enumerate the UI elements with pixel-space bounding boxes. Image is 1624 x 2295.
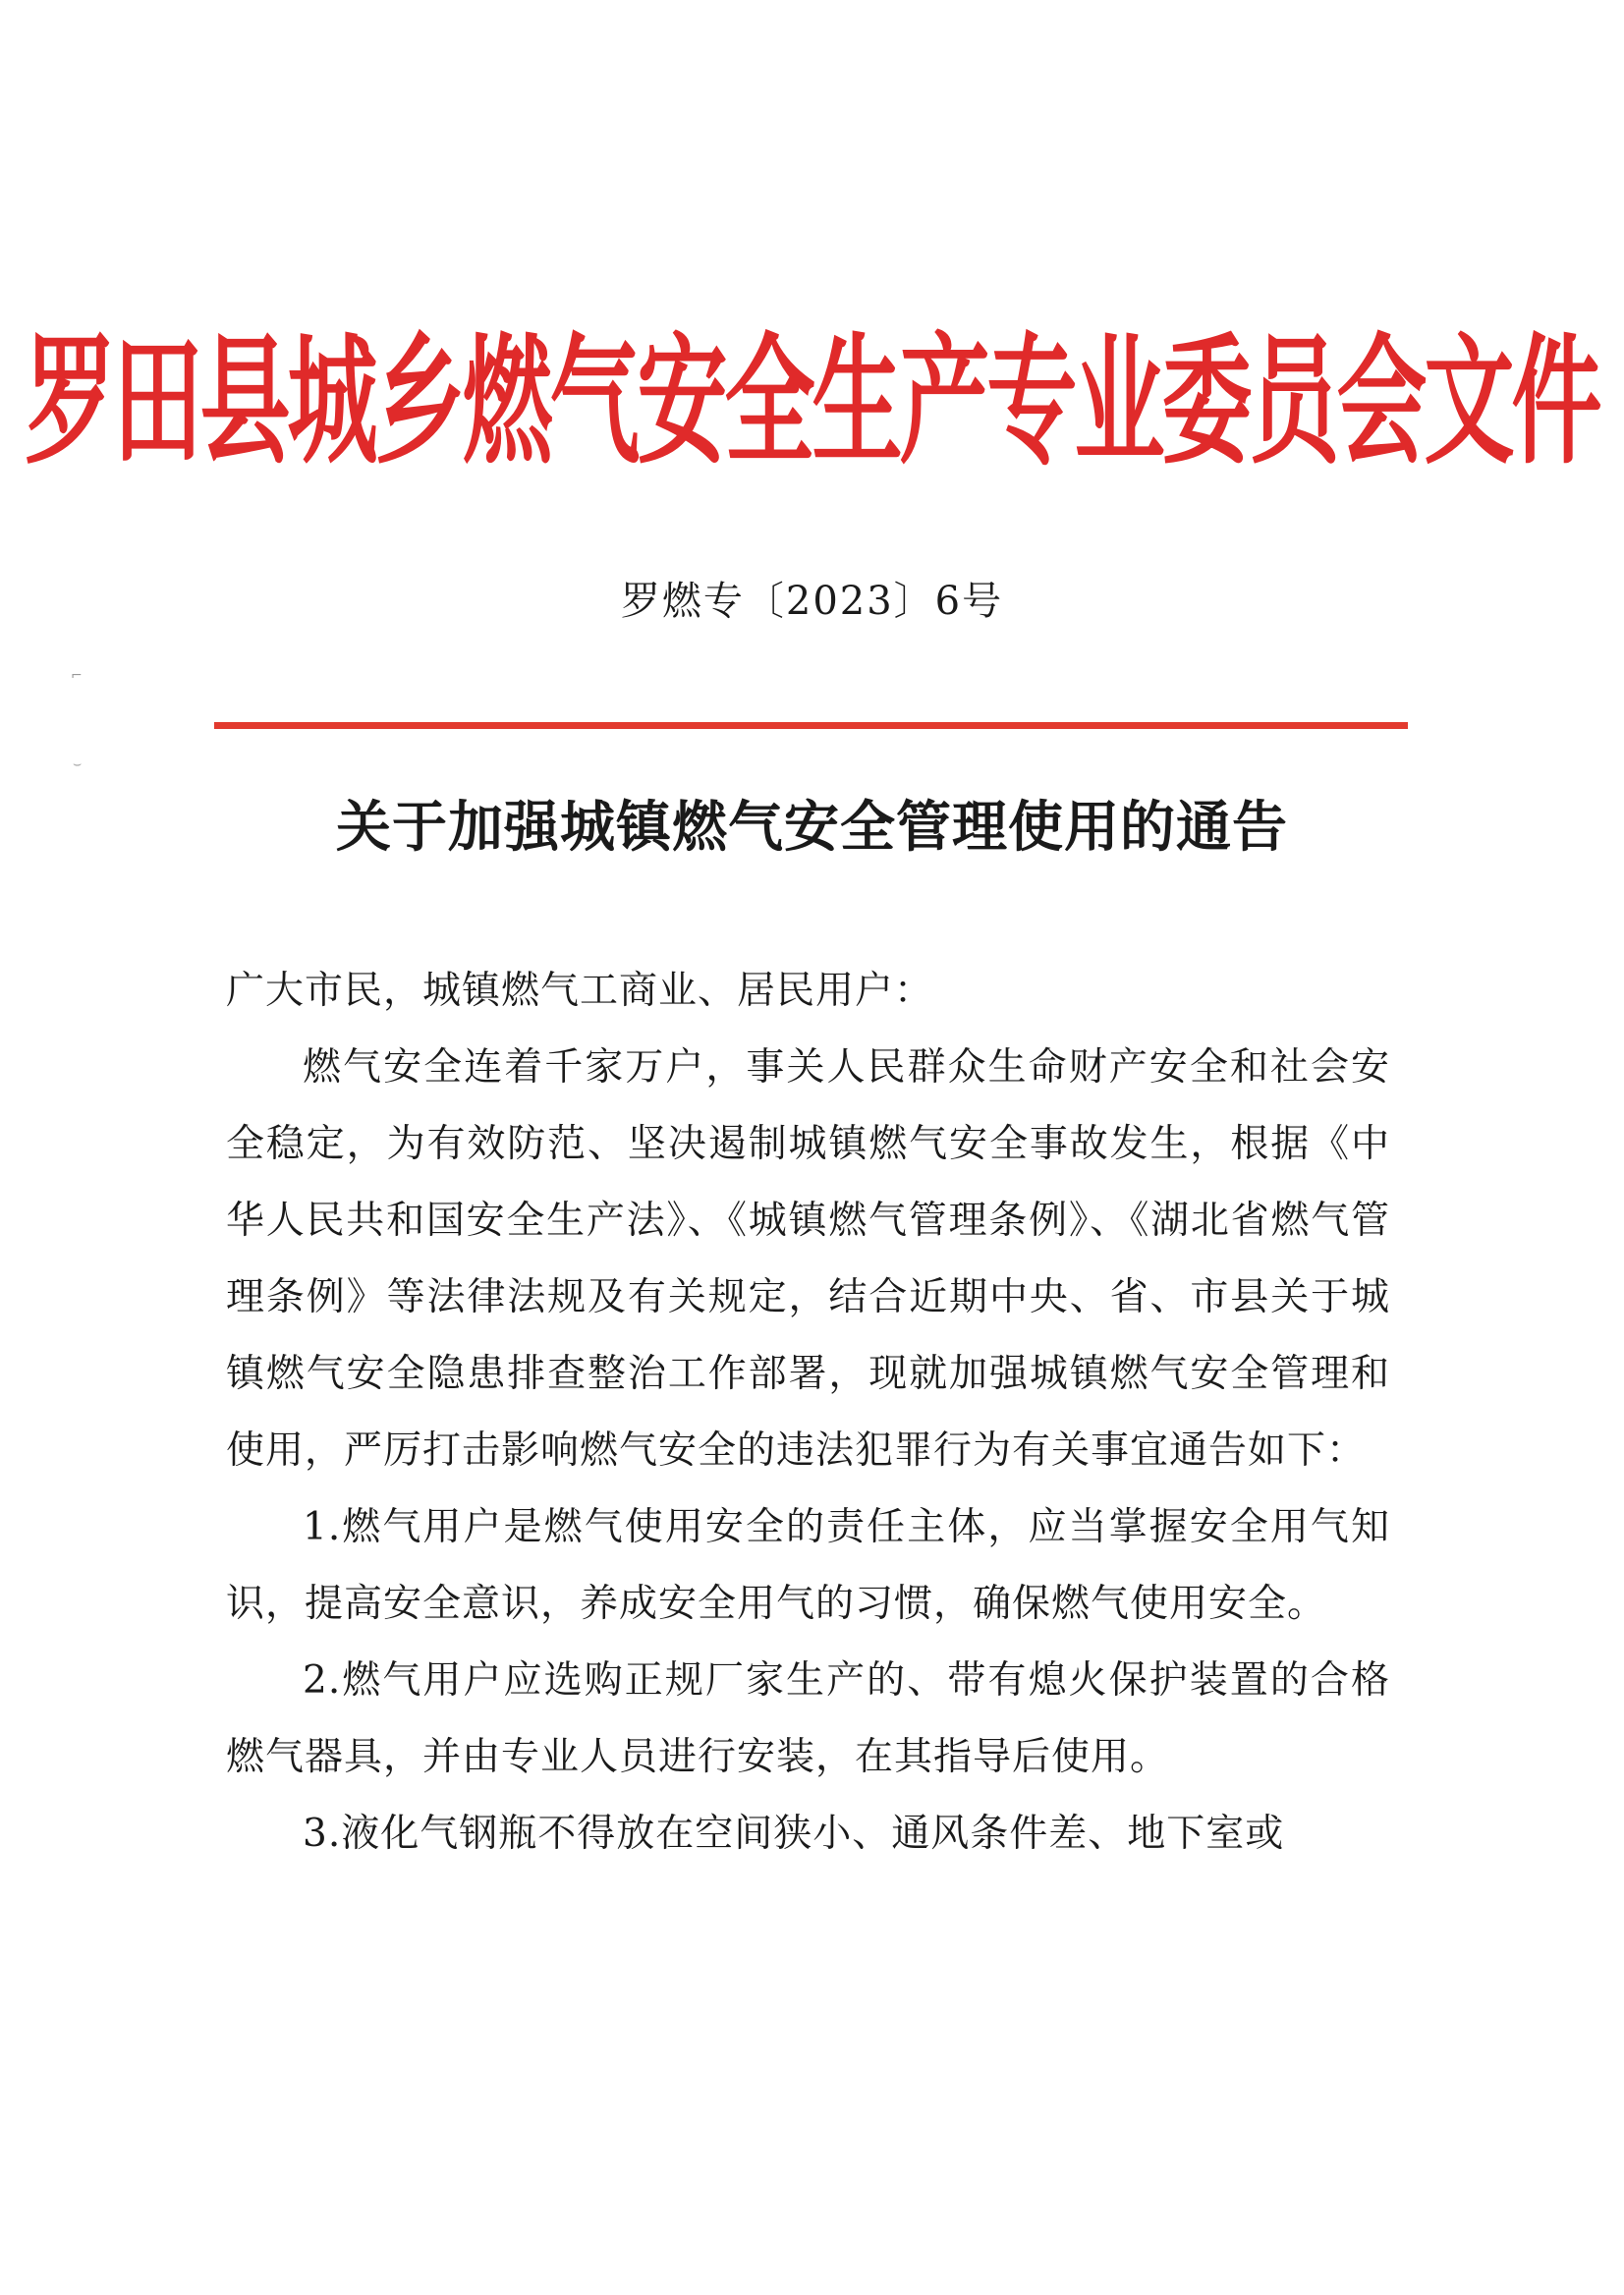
clause-2-paragraph: 2.燃气用户应选购正规厂家生产的、带有熄火保护装置的合格燃气器具，并由专业人员进行安装，在其指导后使用。 [226,1658,1390,1779]
notice-body [226,953,1390,1873]
clause-3-paragraph: 3.液化气钢瓶不得放在空间狭小、通风条件差、地下室或 [303,1812,1285,1856]
issuer-masthead: 罗田县城乡燃气安全生产专业委员会文件 [25,320,1599,484]
binding-mark-bottom: ⌣ [73,756,83,772]
document-number: 罗燃专〔2023〕6号 [620,579,1004,624]
clause-1-paragraph: 1.燃气用户是燃气使用安全的责任主体，应当掌握安全用气知识，提高安全意识，养成安全用气的习惯，确保燃气使用安全。 [226,1505,1390,1626]
notice-title: 关于加强城镇燃气安全管理使用的通告 [336,795,1288,860]
binding-mark-top: ⌐ [71,668,83,684]
intro-paragraph: 燃气安全连着千家万户，事关人民群众生命财产安全和社会安全稳定，为有效防范、坚决遏制城镇燃气安全事故发生，根据《中华人民共和国安全生产法》、《城镇燃气管理条例》、《湖北省燃气管理条例》等法律法规及有关规定，结合近期中央、省、市县关于城镇燃气安全隐患排查整治工作部署，现就加强城镇燃气安全管理和使用，严厉打击影响燃气安全的违法犯罪行为有关事宜通告如下： [226,1045,1390,1473]
salutation: 广大市民，城镇燃气工商业、居民用户： [226,969,934,1013]
red-separator-rule [214,722,1408,729]
